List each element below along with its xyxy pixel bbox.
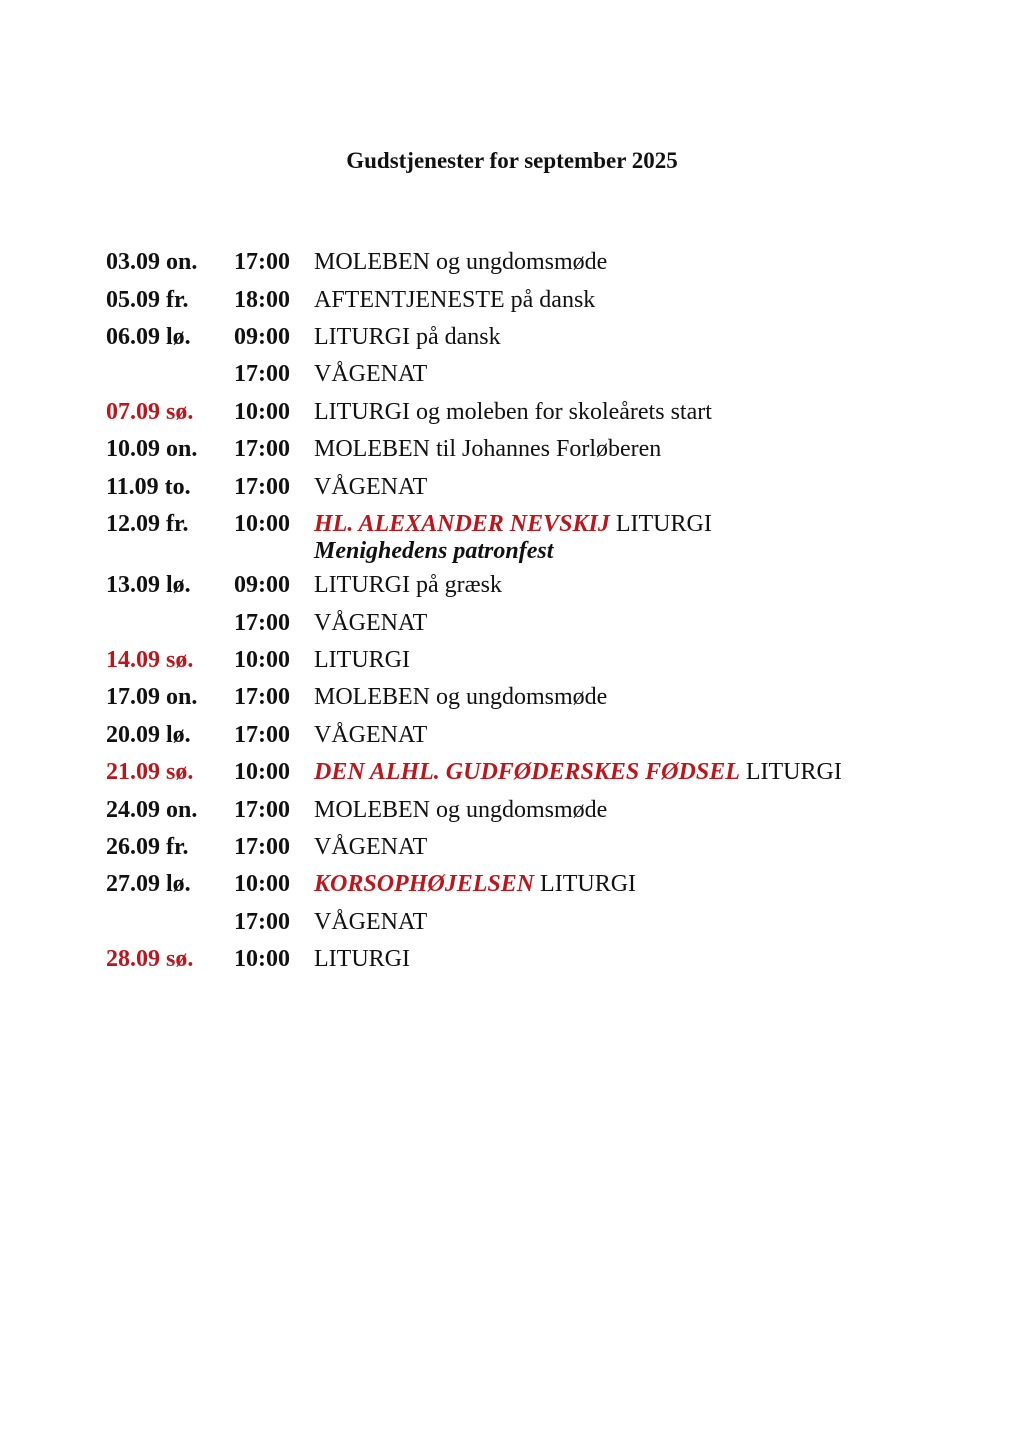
row-description [314,722,926,749]
row-time: 17:00 [234,834,290,861]
schedule-row [106,866,926,903]
service-text: LITURGI på græsk [314,572,502,599]
service-text: VÅGENAT [314,361,428,388]
schedule-row [106,394,926,431]
row-description [314,834,926,861]
row-date: 26.09 fr. [106,834,189,861]
row-time: 17:00 [234,249,290,276]
row-description [314,511,926,538]
service-text: LITURGI [739,759,842,786]
schedule-row [106,281,926,318]
service-text: LITURGI på dansk [314,323,501,350]
service-text: MOLEBEN og ungdomsmøde [314,684,608,711]
row-date: 27.09 lø. [106,871,191,898]
row-time: 17:00 [234,609,290,636]
schedule-row [106,431,926,468]
schedule-row [106,356,926,393]
row-time: 10:00 [234,946,290,973]
row-date: 11.09 to. [106,473,191,500]
row-date: 05.09 fr. [106,286,189,313]
row-date: 21.09 sø. [106,759,194,786]
row-time: 10:00 [234,871,290,898]
row-time: 10:00 [234,510,290,537]
row-description [314,946,926,973]
row-time: 18:00 [234,286,290,313]
row-date: 13.09 lø. [106,572,191,599]
row-time: 17:00 [234,436,290,463]
service-text: VÅGENAT [314,908,428,935]
service-text: VÅGENAT [314,473,428,500]
schedule-row [106,941,926,978]
schedule-row [106,829,926,866]
row-description [314,871,926,898]
schedule-note-row [106,537,926,565]
row-time: 17:00 [234,684,290,711]
row-date: 07.09 sø. [106,398,194,425]
row-description [314,324,926,351]
service-text: LITURGI [534,871,637,898]
row-description [314,909,926,936]
row-date: 20.09 lø. [106,721,191,748]
row-description [314,797,926,824]
row-date: 12.09 fr. [106,510,189,537]
schedule-row [106,717,926,754]
service-text: LITURGI [314,647,410,674]
row-time: 17:00 [234,908,290,935]
schedule-row [106,904,926,941]
service-text: LITURGI [609,510,712,537]
page-title: Gudstjenester for september 2025 [346,148,678,173]
feast-name: DEN ALHL. GUDFØDERSKES FØDSEL [314,759,740,786]
row-description [314,759,926,786]
service-text: MOLEBEN og ungdomsmøde [314,796,608,823]
row-time: 10:00 [234,647,290,674]
row-date: 06.09 lø. [106,323,191,350]
row-date: 28.09 sø. [106,946,194,973]
schedule-row [106,567,926,604]
service-text: VÅGENAT [314,721,428,748]
row-date: 14.09 sø. [106,647,194,674]
row-description [314,572,926,599]
row-description [314,249,926,276]
patronal-feast-note: Menighedens patronfest [314,537,554,564]
service-text: LITURGI [314,946,410,973]
service-text: AFTENTJENESTE på dansk [314,286,596,313]
feast-name: KORSOPHØJELSEN [314,871,535,898]
service-text: MOLEBEN og ungdomsmøde [314,249,608,276]
service-schedule [106,244,926,978]
schedule-row [106,468,926,505]
row-time: 17:00 [234,796,290,823]
row-date: 24.09 on. [106,796,198,823]
row-description [314,287,926,314]
row-time: 10:00 [234,759,290,786]
row-date: 10.09 on. [106,436,198,463]
service-text: VÅGENAT [314,834,428,861]
row-time: 17:00 [234,721,290,748]
schedule-row [106,642,926,679]
row-time: 09:00 [234,323,290,350]
row-time: 17:00 [234,473,290,500]
row-description [314,399,926,426]
schedule-row [106,791,926,828]
row-description [314,361,926,388]
schedule-row [106,319,926,356]
service-text: VÅGENAT [314,609,428,636]
row-time: 17:00 [234,361,290,388]
service-text: LITURGI og moleben for skoleårets start [314,398,712,425]
row-description [314,436,926,463]
row-description [314,610,926,637]
row-description [314,647,926,674]
schedule-row [106,605,926,642]
row-date: 17.09 on. [106,684,198,711]
row-date: 03.09 on. [106,249,198,276]
service-text: MOLEBEN til Johannes Forløberen [314,436,662,463]
row-time: 09:00 [234,572,290,599]
feast-name: HL. ALEXANDER NEVSKIJ [314,510,610,537]
schedule-row [106,754,926,791]
schedule-row [106,244,926,281]
row-time: 10:00 [234,398,290,425]
row-description [314,684,926,711]
schedule-row [106,679,926,716]
row-description [314,474,926,501]
